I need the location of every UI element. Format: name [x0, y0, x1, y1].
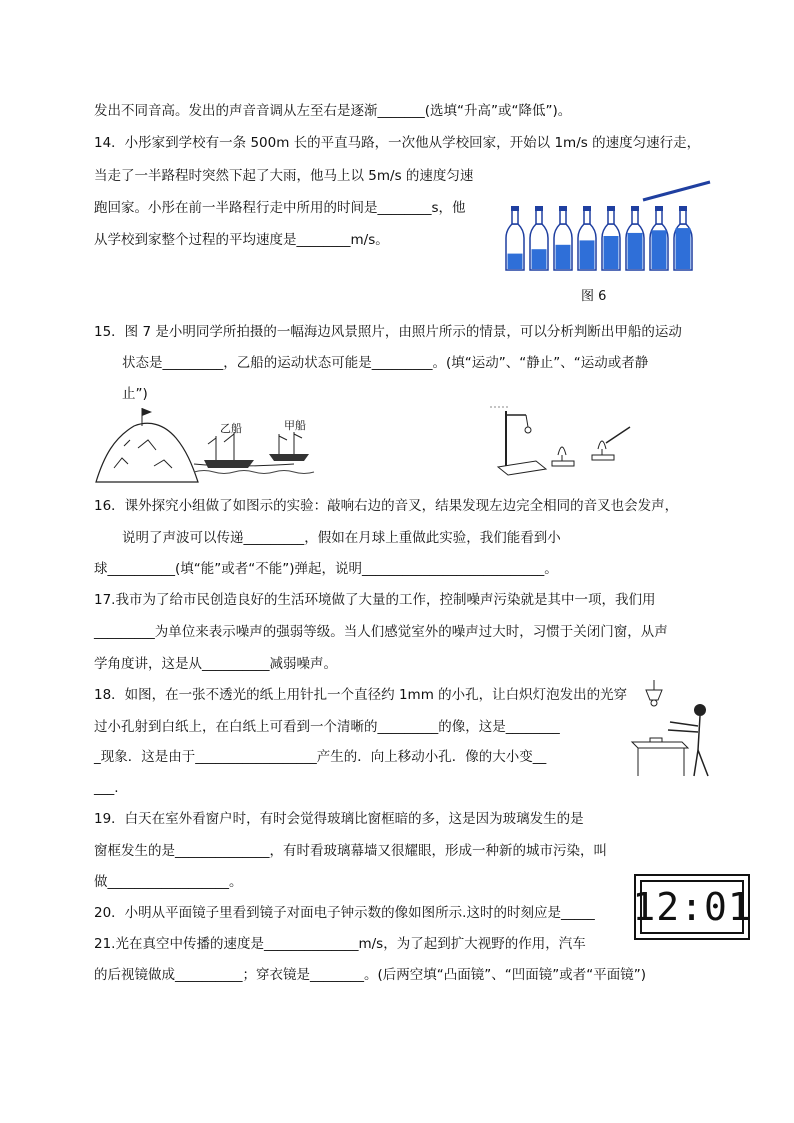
q15-line-c: 止”): [122, 386, 148, 402]
q15-line-b: 状态是_________，乙船的运动状态可能是_________。(填“运动”、“静止”、“运动或者静: [122, 355, 649, 371]
q21-line-a: 21.光在真空中传播的速度是______________m/s，为了起到扩大视野的作用，汽车: [94, 936, 586, 952]
bottle: [506, 206, 524, 270]
bottle: [578, 206, 596, 270]
bottle-water: [652, 230, 667, 269]
q17-line-a: 17.我市为了给市民创造良好的生活环境做了大量的工作，控制噪声污染就是其中一项，我们用: [94, 592, 656, 608]
left-tuning-fork: [558, 447, 566, 461]
person-legs: [694, 750, 708, 776]
line-1: 发出不同音高。发出的声音音调从左至右是逐渐_______(选填“升高”或“降低”)。: [94, 103, 572, 119]
q18-line-c: _现象．这是由于__________________产生的．向上移动小孔．像的大小变__: [94, 749, 547, 765]
ball: [525, 427, 531, 433]
flag: [142, 408, 152, 416]
q14-line-d: 从学校到家整个过程的平均速度是________m/s。: [94, 232, 389, 248]
q16-line-c: 球__________(填“能”或者“不能”)弹起，说明___________________________。: [94, 561, 558, 577]
bottle-water: [532, 249, 547, 269]
bottle: [554, 206, 572, 270]
q21-line-b: 的后视镜做成__________；穿衣镜是________。(后两空填“凸面镜”、“凹面镜”或者“平面镜”): [94, 967, 646, 983]
bottle: [602, 206, 620, 270]
person-head: [694, 704, 706, 716]
right-resonance-box: [592, 455, 614, 460]
white-paper: [650, 738, 662, 742]
bottle-water: [580, 240, 595, 269]
striking-rod: [643, 182, 710, 200]
q17-line-c: 学角度讲，这是从__________减弱噪声。: [94, 656, 337, 672]
bottle-water: [604, 236, 619, 269]
figure-6-caption: 图 6: [581, 289, 607, 304]
tuning-fork-figure: [488, 405, 638, 481]
mallet: [606, 427, 630, 443]
left-resonance-box: [552, 461, 574, 466]
bottle: [674, 206, 692, 270]
q19-line-a: 19．白天在室外看窗户时，有时会觉得玻璃比窗框暗的多，这是因为玻璃发生的是: [94, 811, 584, 827]
q19-line-c: 做__________________。: [94, 874, 243, 890]
q14-line-b: 当走了一半路程时突然下起了大雨，他马上以 5m/s 的速度匀速: [94, 168, 474, 184]
ship-yi-hull: [204, 460, 254, 468]
lamp-shade: [646, 690, 662, 700]
q16-line-b: 说明了声波可以传递_________，假如在月球上重做此实验，我们能看到小: [122, 530, 561, 546]
ship-yi-label: 乙船: [220, 422, 242, 435]
q19-line-b: 窗框发生的是______________，有时看玻璃幕墙又很耀眼，形成一种新的城市污染，叫: [94, 843, 607, 859]
bottle-water: [508, 254, 523, 269]
right-tuning-fork: [598, 441, 606, 455]
bulb: [651, 700, 657, 706]
q17-line-b: _________为单位来表示噪声的强弱等级。当人们感觉室外的噪声过大时，习惯于关闭门窗，从声: [94, 624, 668, 640]
bottle-water: [676, 228, 691, 269]
digital-clock-frame: [634, 874, 750, 940]
q15-line-a: 15．图 7 是小明同学所拍摄的一幅海边风景照片，由照片所示的情景，可以分析判断出甲船的运动: [94, 324, 682, 340]
q18-line-d: ___.: [94, 780, 119, 796]
q20-line: 20．小明从平面镜子里看到镜子对面电子钟示数的像如图所示.这时的时刻应是_____: [94, 905, 595, 921]
thread: [526, 415, 528, 427]
q18-line-a: 18．如图，在一张不透光的纸上用针扎一个直径约 1mm 的小孔，让白炽灯泡发出的光穿: [94, 687, 628, 703]
bottle-water: [628, 233, 643, 269]
bottle: [626, 206, 644, 270]
bottles-figure: [498, 178, 716, 276]
pinhole-figure: [624, 680, 716, 780]
bottle-water: [556, 245, 571, 269]
cliff: [96, 423, 198, 482]
q14-line-a: 14．小彤家到学校有一条 500m 长的平直马路，一次他从学校回家，开始以 1m/s 的速度匀速行走，: [94, 135, 701, 151]
ship-jia-flags: [279, 434, 302, 440]
q18-line-b: 过小孔射到白纸上，在白纸上可看到一个清晰的_________的像，这是________: [94, 719, 560, 735]
bottle: [530, 206, 548, 270]
q16-line-a: 16．课外探究小组做了如图示的实验：敲响右边的音叉，结果发现左边完全相同的音叉也会发声，: [94, 498, 679, 514]
table-top: [632, 742, 688, 748]
bottle: [650, 206, 668, 270]
clock-digits: 12:01: [632, 885, 752, 929]
q14-line-c: 跑回家。小彤在前一半路程行走中所用的时间是________s，他: [94, 200, 466, 216]
ship-jia-hull: [269, 454, 309, 461]
waves: [194, 471, 314, 474]
ship-jia-label: 甲船: [284, 419, 306, 432]
